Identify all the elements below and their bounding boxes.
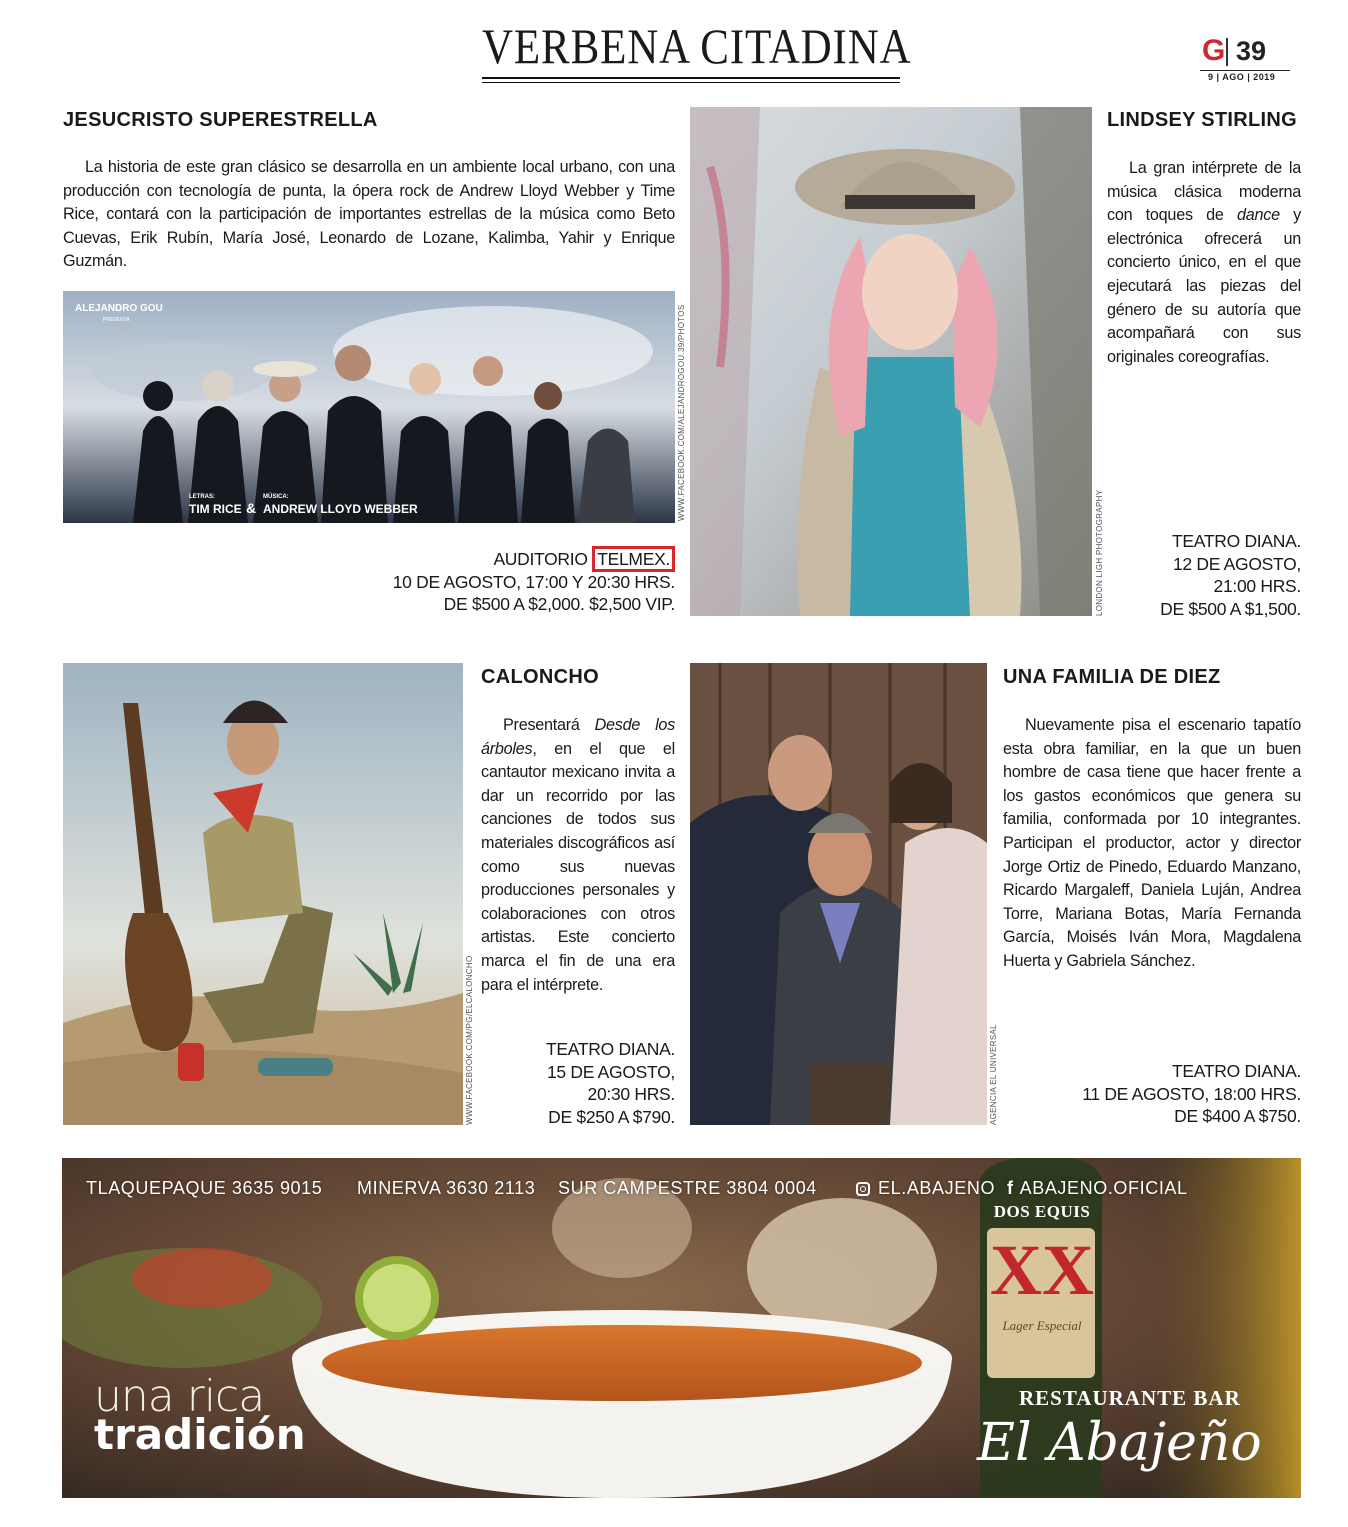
event-time: 21:00 HRS. [1213,576,1301,596]
poster-musica-label: MÚSICA: [263,494,289,500]
publication-logo: G [1202,34,1226,67]
article-body-jesucristo: La historia de este gran clásico se desarrolla en un ambiente local urbano, con una producción con tecnología de punta, la ópera rock de Andrew Lloyd Webber y Time Rice, contará con la participación de importantes estrellas de la música como Beto Cuevas, Erik Rubín, María José, Leonardo de Lozane, Kalimba, Yahir y Enrique Guzmán. [63,158,675,271]
ad-slogan-line2: tradición [94,1410,306,1459]
body-text: y electrónica ofrecerá un concierto único, en el que ejecutará las piezas del género de su autoría que acompañará con sus originales coreografías. [1107,206,1302,366]
article-body-caloncho [481,714,675,997]
ad-brand-logo: El Abajeño [977,1413,1262,1473]
poster-presenter-sub: PRESENTA [103,317,130,323]
contact-tlaquepaque: TLAQUEPAQUE 3635 9015 [86,1178,323,1198]
event-info-jesucristo [300,548,675,616]
event-info-una-familia [1003,1060,1301,1128]
event-date: 15 DE AGOSTO, [546,1061,675,1082]
badge-divider [1226,38,1228,66]
event-date: 10 DE AGOSTO, 17:00 Y 20:30 HRS. [392,571,675,592]
event-venue: TEATRO DIANA. [546,1039,675,1059]
article-body-una-familia: Nuevamente pisa el escenario tapatío esta obra familiar, en la que un buen hombre de casa tiene que hacer frente a los gastos económicos que genera su familia, conformada por 10 integrantes. Participan el productor, actor y director Jorge Ortiz de Pinedo, Eduardo Manzano, Ricardo Margaleff, Daniela Luján, Andrea Torre, Mariana Botas, María Fernanda García, Moisés Iván Mora, Magdalena Huerta y Gabriela Sánchez. [1003,716,1301,970]
body-italic: Desde los árboles [481,716,676,758]
body-text: Presentará [503,716,595,734]
photo-caloncho [63,663,463,1125]
event-date: 12 DE AGOSTO, [1172,553,1301,574]
page-badge [1200,34,1292,80]
beer-subtitle: Lager Especial [1002,1318,1082,1333]
venue-highlight: TELMEX. [592,546,675,572]
event-venue: TEATRO DIANA. [1172,1061,1301,1081]
venue-prefix: AUDITORIO [493,549,593,569]
photo-lindsey-stirling [690,107,1092,616]
facebook-icon: f [1007,1178,1014,1198]
facebook-handle [1007,1178,1188,1199]
poster-letras: TIM RICE [189,502,242,516]
event-price: DE $500 A $2,000. $2,500 VIP. [443,594,675,614]
poster-presenter: ALEJANDRO GOU [75,303,163,314]
venue-line [300,548,675,571]
photo-credit-una-familia: AGENCIA EL UNIVERSAL [989,1024,998,1125]
masthead [482,18,912,82]
beer-brand: DOS EQUIS [993,1202,1091,1221]
article-title-jesucristo: JESUCRISTO SUPERESTRELLA [63,109,378,131]
instagram-text: EL.ABAJENO [878,1178,996,1198]
event-info-lindsey [1107,530,1301,620]
event-price: DE $250 A $790. [548,1106,675,1127]
event-price: DE $500 A $1,500. [1160,598,1301,619]
photo-una-familia-de-diez [690,663,987,1125]
body-italic: dance [1236,206,1280,225]
restaurant-advertisement [62,1158,1301,1498]
photo-credit-caloncho: WWW.FACEBOOK.COM/PG/ELCALONCHO [465,955,474,1125]
facebook-text: ABAJENO.OFICIAL [1019,1178,1188,1198]
article-title-una-familia: UNA FAMILIA DE DIEZ [1003,666,1221,688]
poster-letras-label: LETRAS: [189,494,215,500]
masthead-rule [482,77,900,79]
event-price: DE $400 A $750. [1174,1106,1301,1126]
event-info-caloncho [481,1038,675,1128]
ad-slogan-line1: una rica [94,1371,265,1422]
poster-amp: & [246,500,257,516]
instagram-handle [856,1178,995,1199]
poster-image-jesucristo [63,291,675,523]
badge-rule [1200,70,1290,71]
ad-restaurant-label: RESTAURANTE BAR [1019,1386,1241,1410]
article-title-lindsey: LINDSEY STIRLING [1107,109,1298,131]
poster-musica: ANDREW LLOYD WEBBER [263,502,418,516]
contact-sur-campestre: SUR CAMPESTRE 3804 0004 [558,1178,817,1198]
event-venue: TEATRO DIANA. [1172,531,1301,551]
body-text: , en el que el cantautor mexicano invita a dar un recorrido por las canciones de todos sus materiales discográficos así como sus nuevas producciones personales y colaboraciones con otros artistas. Este concierto marca el fin de una era para el intérprete. [481,739,675,994]
page-number: 39 [1236,36,1267,66]
event-date: 11 DE AGOSTO, 18:00 HRS. [1082,1083,1301,1104]
article-title-caloncho: CALONCHO [481,666,599,688]
instagram-icon [856,1182,870,1196]
section-title: VERBENA CITADINA [482,18,912,74]
article-body-lindsey [1107,157,1301,369]
photo-credit-jesucristo: WWW.FACEBOOK.COM/ALEJANDROGOU.39/PHOTOS [677,304,686,521]
beer-logo: XX [990,1230,1094,1310]
event-time: 20:30 HRS. [587,1084,675,1104]
issue-date: 9 | AGO | 2019 [1208,72,1276,82]
contact-minerva: MINERVA 3630 2113 [357,1178,536,1198]
masthead-rule-thin [482,82,900,83]
body-text: La gran intérprete de la música clásica moderna con toques de [1107,159,1301,225]
photo-credit-lindsey: LONDON LIGH PHOTOGRAPHY [1095,489,1104,616]
